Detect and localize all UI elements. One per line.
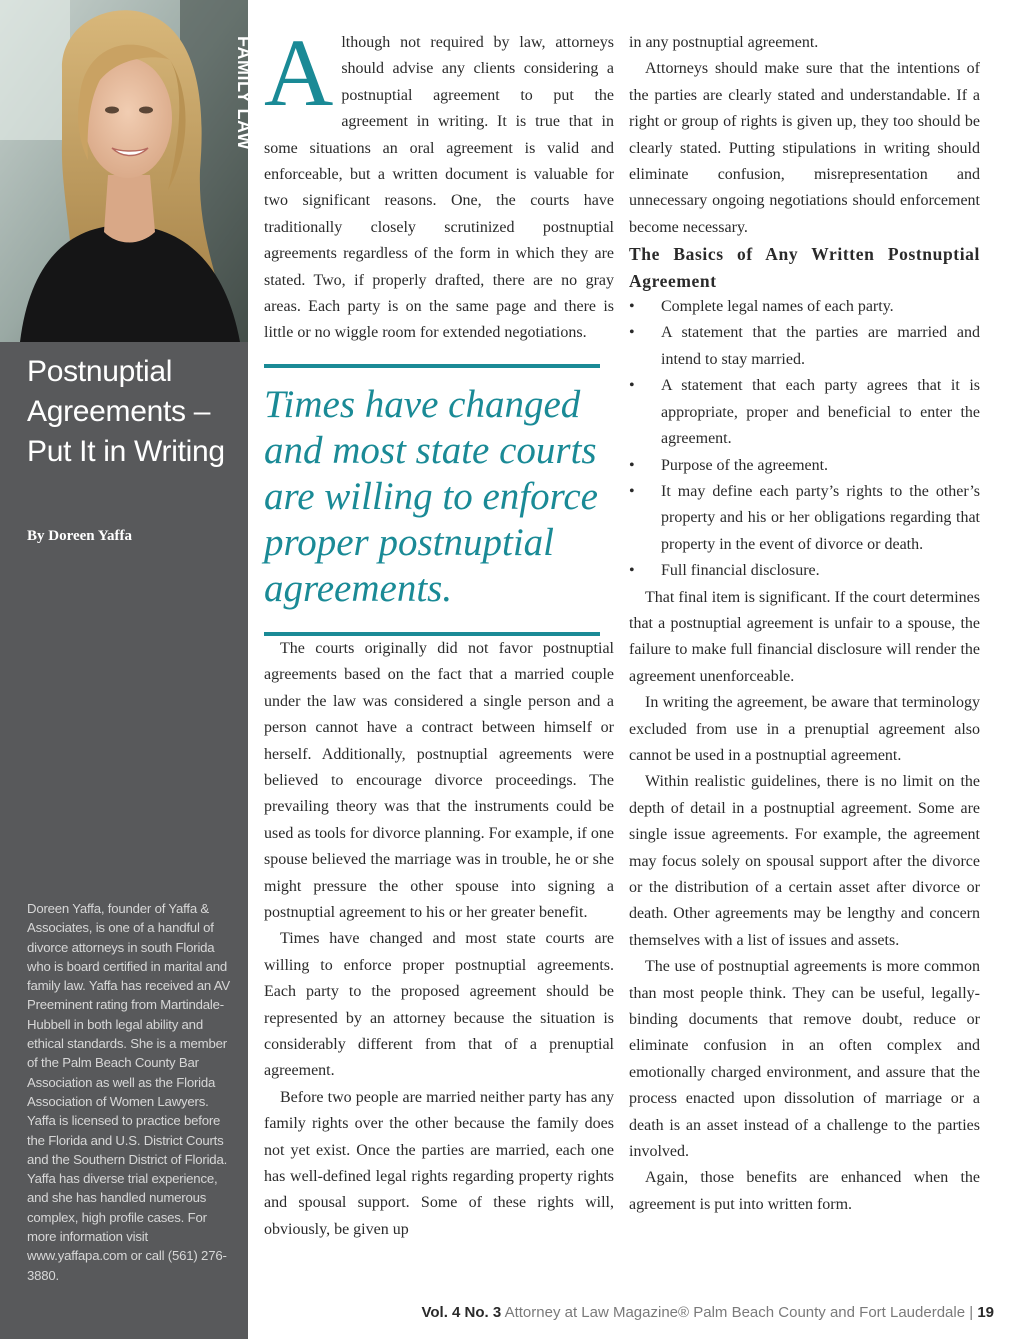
list-item: • A statement that each party agrees that it is appropriate, proper and beneficial to enter the agreement.: [629, 373, 980, 452]
drop-cap: A: [264, 19, 334, 126]
footer-separator: |: [969, 1304, 974, 1321]
section-label: FAMILY LAW: [234, 36, 254, 151]
paragraph: That final item is significant. If the court determines that a postnuptial agreement is unfair to a spouse, the failure to make full financial disclosure will render the agreement unenforceable.: [629, 588, 980, 685]
page-footer: [248, 1304, 994, 1321]
article-column-2: [629, 30, 980, 1218]
list-item: • Purpose of the agreement.: [629, 453, 980, 479]
list-item: • Complete legal names of each party.: [629, 294, 980, 320]
paragraph: In writing the agreement, be aware that terminology excluded from use in a prenuptial agreement also cannot be used in a postnuptial agreement.: [629, 694, 980, 764]
paragraph-continuation: in any postnuptial agreement.: [629, 34, 819, 51]
list-item: • It may define each party’s rights to the other’s property and his or her obligations regarding that property in the event of divorce or death.: [629, 479, 980, 558]
magazine-name: Attorney at Law Magazine® Palm Beach County and Fort Lauderdale: [504, 1304, 966, 1321]
paragraph: Attorneys should make sure that the intentions of the parties are clearly stated and understandable. If a right or group of rights is given up, they too should be clearly stated. Putting stipulations in writing should eliminate confusion, misrepresentation and unnecessary ongoing negotiations should enforcement become necessary.: [629, 60, 980, 236]
issue-volume: Vol. 4 No. 3: [421, 1304, 502, 1321]
author-bio: Doreen Yaffa, founder of Yaffa & Associates, is one of a handful of divorce attorneys in south Florida who is board certified in marital and family law. Yaffa has received an AV Preeminent rating from Martindale-Hubbell in both legal ability and ethical standards. She is a member of the Palm Beach County Bar Association as well as the Florida Association of Women Lawyers. Yaffa is licensed to practice before the Florida and U.S. District Courts and the Southern District of Florida. Yaffa has diverse trial experience, and she has handled numerous complex, high profile cases. For more information visit www.yaffapa.com or call (561) 276-3880.: [27, 901, 230, 1283]
requirements-list: [629, 294, 980, 584]
list-item: • Full financial disclosure.: [629, 558, 980, 584]
article-column-1: [264, 19, 614, 1243]
paragraph: Again, those benefits are enhanced when the agreement is put into written form.: [629, 1169, 980, 1213]
page-number: 19: [977, 1304, 994, 1321]
pull-quote: [264, 364, 600, 636]
sidebar: [0, 0, 254, 1339]
paragraph: The courts originally did not favor postnuptial agreements based on the fact that a married couple under the law was considered a single person and a person cannot have a contract between himself or herself. Additionally, postnuptial agreements were believed to encourage divorce proceedings. The prevailing theory was that the instruments could be used as tools for divorce planning. For example, if one spouse believed the marriage was in trouble, he or she might pressure the other spouse into signing a postnuptial agreement to his or her greater benefit.: [264, 639, 614, 921]
paragraph: Within realistic guidelines, there is no limit on the depth of detail in a postnuptial agreement. Some are single issue agreements. For example, the agreement may focus solely on spousal support after the divorce or the distribution of a certain asset after divorce or death. Other agreements may be lengthy and concern themselves with a list of issues and assets.: [629, 773, 980, 949]
byline: By Doreen Yaffa: [27, 528, 132, 544]
subheading: The Basics of Any Written Postnuptial Agreement: [629, 244, 980, 291]
intro-paragraph: [264, 19, 614, 347]
paragraph: Before two people are married neither party has any family rights over the other because the family does not yet exist. Once the parties are married, each one has well-defined legal rights regarding property rights and spousal support. Some of these rights will, obviously, be given up: [264, 1088, 614, 1238]
pull-quote-text: Times have changed and most state courts are willing to enforce proper postnuptial agreements.: [264, 382, 598, 610]
list-item: • A statement that the parties are married and intend to stay married.: [629, 320, 980, 373]
intro-text: lthough not required by law, attorneys should advise any clients considering a postnuptial agreement to put the agreement in writing. It is true that in some situations an oral agreement is valid and enforceable, but a written document is valuable for two significant reasons. One, the courts have traditionally closely scrutinized postnuptial agreements regardless of the form in which they are stated. Two, if properly drafted, there are no gray areas. Each party is on the same page and there is little or no wiggle room for extended negotiations.: [264, 34, 614, 342]
article-title: Postnuptial Agreements – Put It in Writing: [27, 355, 225, 468]
paragraph: Times have changed and most state courts are willing to enforce proper postnuptial agreements. Each party to the proposed agreement should be represented by an attorney because the situation is considerably different from that of a prenuptial agreement.: [264, 930, 614, 1080]
paragraph: The use of postnuptial agreements is more common than most people think. They can be useful, legally-binding documents that remove doubt, reduce or eliminate confusion in an often complex and emotionally charged environment, and assure that the process enacted upon dissolution of marriage or a death is an asset instead of a challenge to the parties involved.: [629, 958, 980, 1161]
author-photo: [0, 0, 248, 342]
